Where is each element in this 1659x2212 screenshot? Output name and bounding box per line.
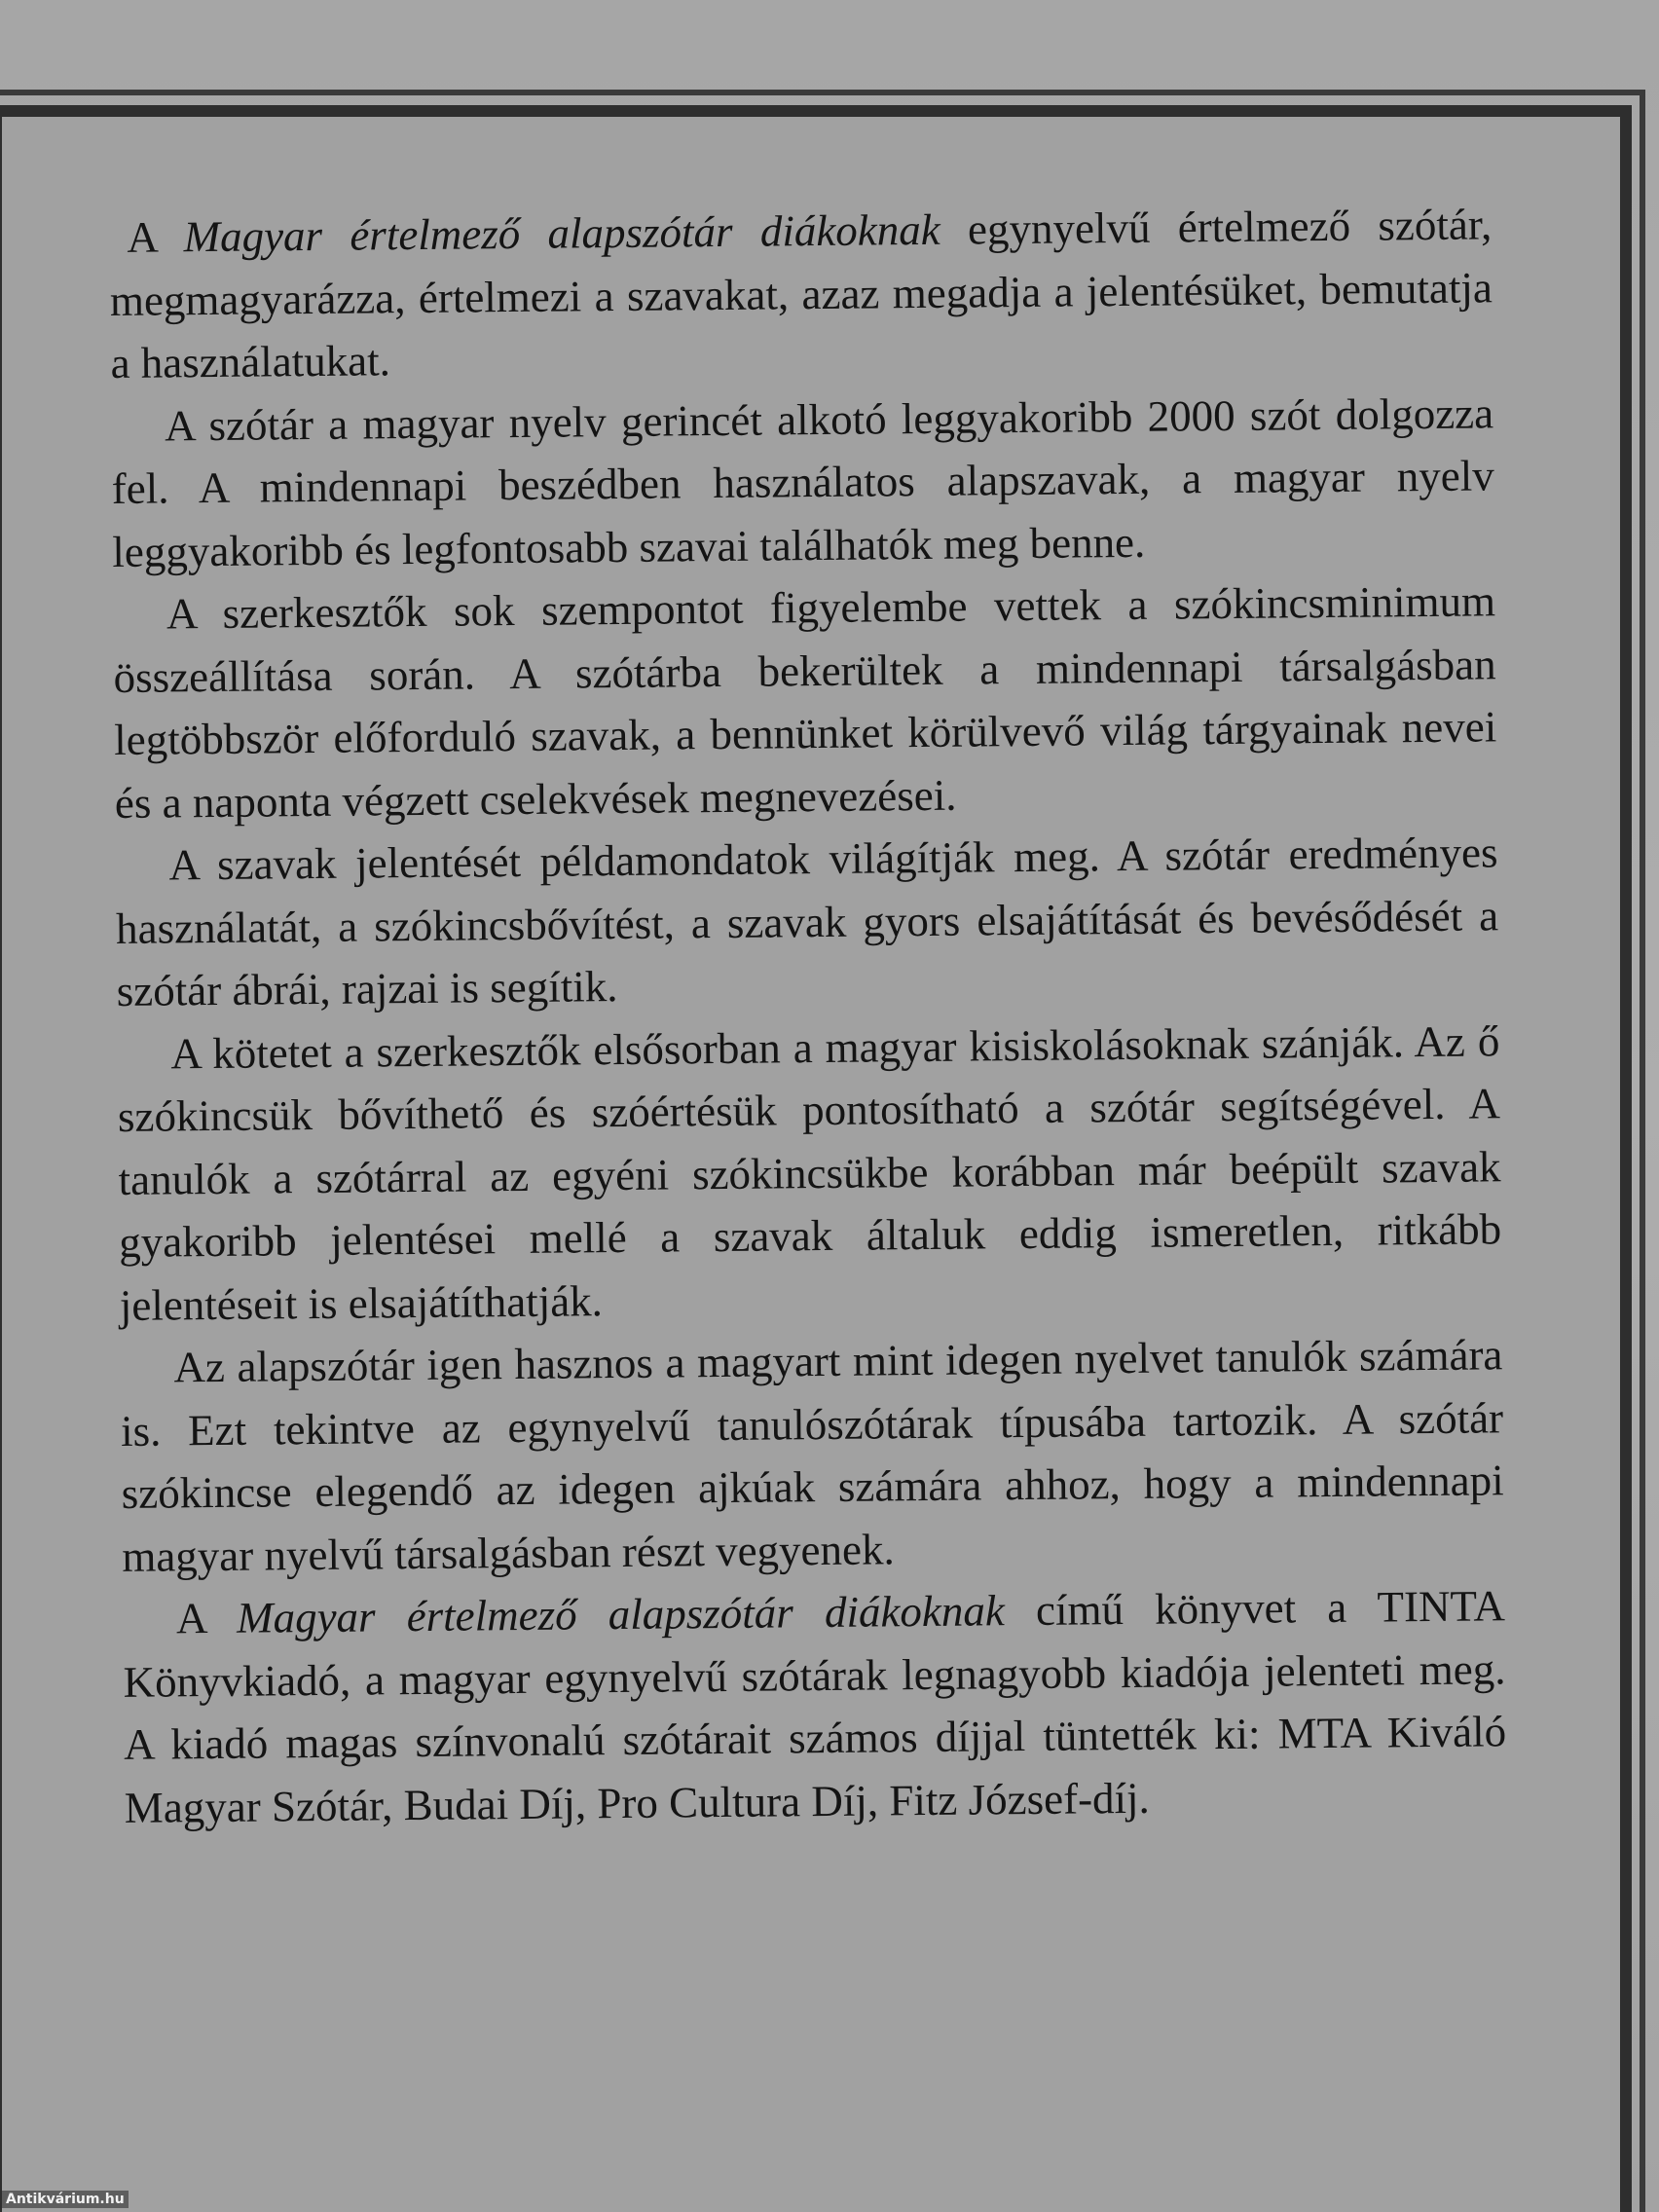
paragraph-4: A szavak jelentését példamondatok világítják meg. A szótár eredményes használatát, a szókincsbővítést, a szavak gyors elsajátítását és bevésődését a szótár ábrái, rajzai is segítik. [115,828,1499,1015]
paragraph-7 [123,1574,1507,1839]
paragraph-3: A szerkesztők sok szempontot figyelembe vettek a szókincsminimum összeállítása során. A szótárba bekerültek a mindennapi társalgásban legtöbbször előforduló szavak, a bennünket körülvevő világ tárgyainak nevei és a naponta végzett cselekvések megnevezései. [113,576,1497,828]
paragraph-lead: A [175,1593,238,1643]
body-text [109,193,1507,1839]
book-title: Magyar értelmező alapszótár diákoknak [183,204,940,262]
watermark: Antikvárium.hu [2,2191,129,2208]
paragraph-1 [109,193,1493,394]
book-title: Magyar értelmező alapszótár diákoknak [236,1586,1006,1642]
paragraph-lead: A [127,212,184,262]
paragraph-6: Az alapszótár igen hasznos a magyart mint idegen nyelvet tanulók számára is. Ezt tekintve az egynyelvű tanulószótárak típusába tartozik. A szótár szókincse elegendő az idegen ajkúak számára ahhoz, hogy a mindennapi magyar nyelvű társalgásban részt vegyenek. [120,1330,1504,1581]
paragraph-text: egynyelvű értelmező szótár, megmagyarázza, értelmezi a szavakat, azaz megadja a jelentésüket, bemutatja a használatukat. [109,200,1493,387]
paragraph-5: A kötetet a szerkesztők elsősorban a magyar kisiskolásoknak szánják. Az ő szókincsük bővíthető és szóértésük pontosítható a szótár segítségével. A tanulók a szótárral az egyéni szókincsükbe korábban már beépült szavak gyakoribb jelentései mellé a szavak általuk eddig ismeretlen, ritkább jelentéseit is elsajátíthatják. [117,1015,1502,1330]
paragraph-2: A szótár a magyar nyelv gerincét alkotó leggyakoribb 2000 szót dolgozza fel. A mindennapi beszédben használatos alapszavak, a magyar nyelv leggyakoribb és legfontosabb szavai találhatók meg benne. [111,387,1494,576]
paragraph-text: című könyvet a TINTA Könyvkiadó, a magyar egynyelvű szótárak legnagyobb kiadója jelenteti meg. A kiadó magas színvonalú szótárait számos díjjal tüntették ki: MTA Kiváló Magyar Szótár, Budai Díj, Pro Cultura Díj, Fitz József-díj. [123,1581,1507,1832]
